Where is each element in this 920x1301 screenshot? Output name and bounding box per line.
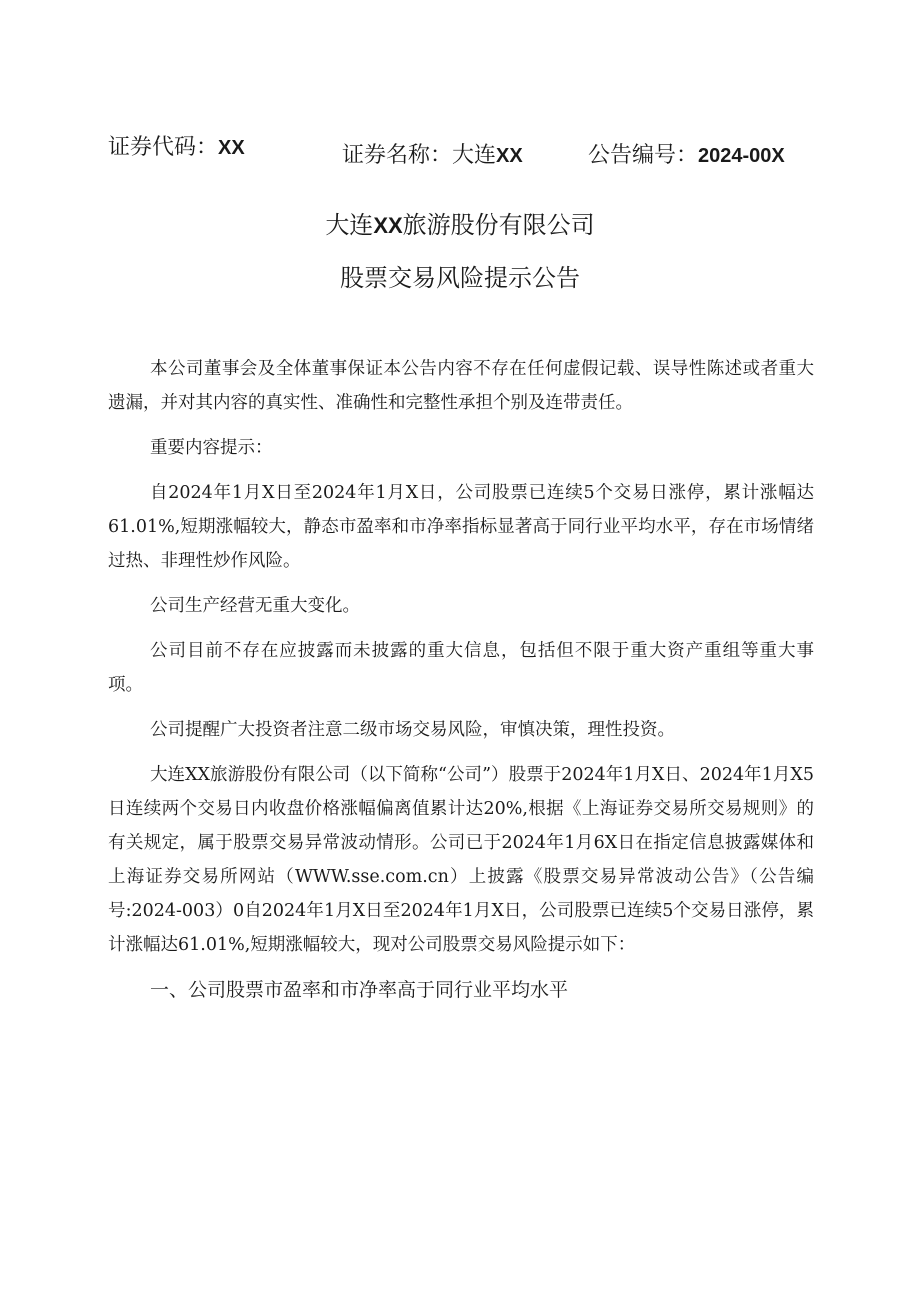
announcement-number: 公告编号：2024-00X: [588, 143, 785, 168]
document-header: [0, 128, 920, 168]
security-name: 证券名称：大连XX: [342, 143, 523, 168]
security-code: 证券代码：XX: [108, 135, 245, 160]
key-points-heading: 重要内容提示：: [150, 438, 273, 458]
announcement-number-value: 2024-00X: [698, 145, 785, 167]
announcement-title: 股票交易风险提示公告: [340, 264, 580, 292]
key-point-investor-warning: 公司提醒广大投资者注意二级市场交易风险，审慎决策，理性投资。: [150, 720, 675, 740]
key-point-operations: 公司生产经营无重大变化。: [150, 596, 360, 616]
company-title: 大连XX旅游股份有限公司: [325, 211, 595, 239]
key-point-price-surge: 自2024年1月X日至2024年1月X日，公司股票已连续5个交易日涨停，累计涨幅达61.01%,短期涨幅较大，静态市盈率和市净率指标显著高于同行业平均水平，存在市场情绪过热、非理性炒作风险。: [108, 483, 814, 571]
main-paragraph: 大连XX旅游股份有限公司（以下简称“公司”）股票于2024年1月X日、2024年1月X5日连续两个交易日内收盘价格涨幅偏离值累计达20%,根据《上海证券交易所交易规则》的有关规定，属于股票交易异常波动情形。公司已于2024年1月6X日在指定信息披露媒体和上海证券交易所网站（WWW.sse.com.cn）上披露《股票交易异常波动公告》（公告编号:2024-003）0自2024年1月X日至2024年1月X日，公司股票已连续5个交易日涨停，累计涨幅达61.01%,短期涨幅较大，现对公司股票交易风险提示如下：: [108, 765, 814, 955]
security-name-value: XX: [496, 145, 523, 167]
board-statement: 本公司董事会及全体董事保证本公告内容不存在任何虚假记载、误导性陈述或者重大遗漏，并对其内容的真实性、准确性和完整性承担个别及连带责任。: [108, 359, 814, 413]
section-heading-1: 一、公司股票市盈率和市净率高于同行业平均水平: [150, 979, 569, 1001]
document-body: [108, 352, 814, 1007]
security-code-value: XX: [218, 137, 245, 159]
key-point-disclosure: 公司目前不存在应披露而未披露的重大信息，包括但不限于重大资产重组等重大事项。: [108, 641, 814, 695]
